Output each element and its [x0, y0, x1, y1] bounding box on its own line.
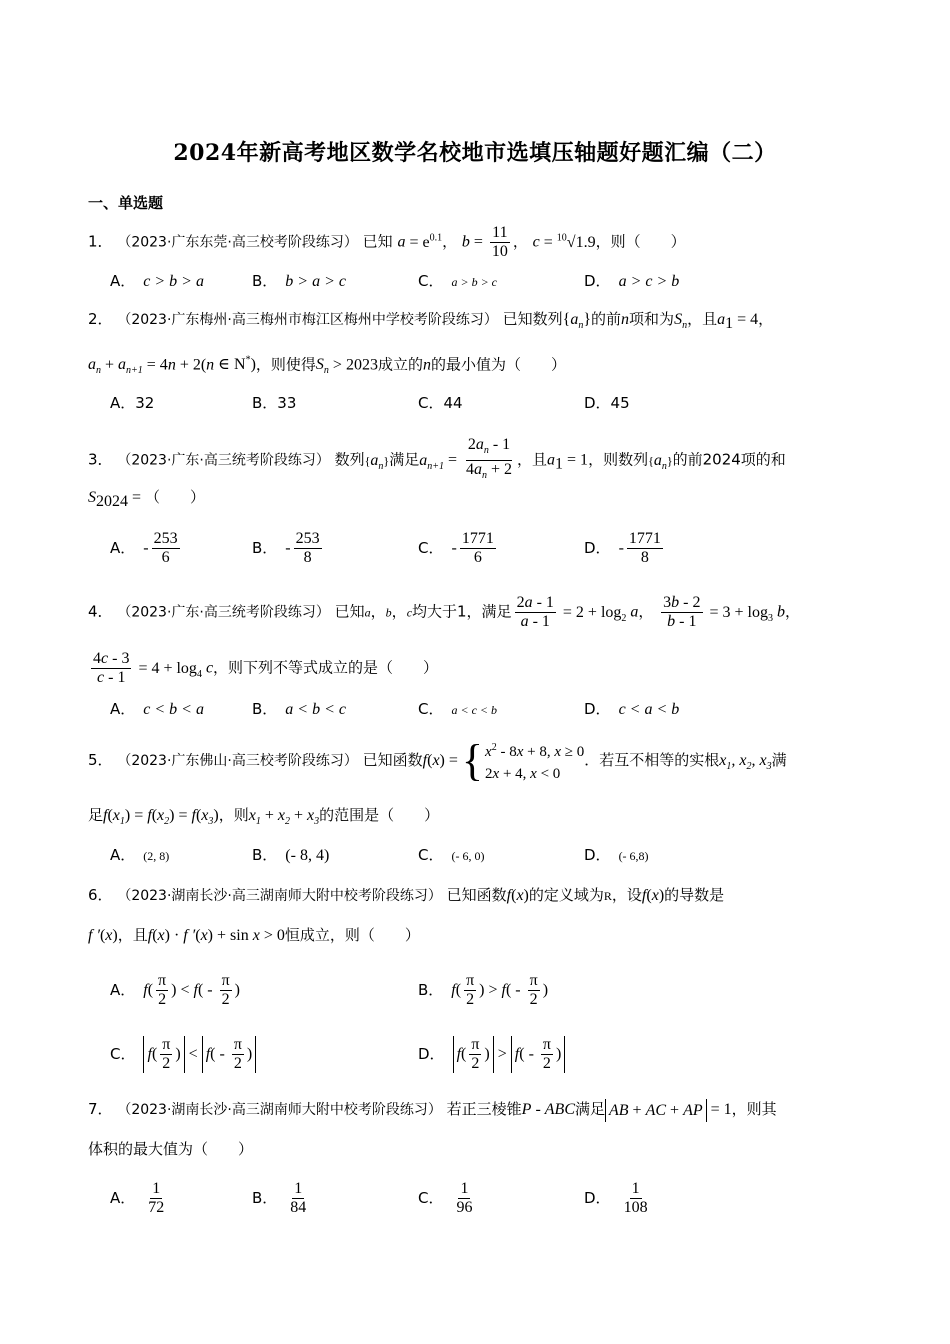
page-title: 2024年新高考地区数学名校地市选填压轴题好题汇编（二）	[173, 140, 777, 166]
option-c: C． f( $\frac{\pi}{2}$ ) < f( - $\frac{\pi}{2}$ )	[110, 1036, 256, 1073]
question-source: （2023·广东梅州·高三梅州市梅江区梅州中学校考阶段练习）	[117, 312, 498, 328]
option-a: A． c < b < a	[110, 700, 204, 718]
question-6-cont: f ′(x)，且f(x) · f ′(x) + sin x > 0恒成立，则（ ）	[88, 926, 420, 944]
option-c: C． - $\frac{1771}{6}$	[418, 530, 494, 566]
option-d: D． a > c > b	[584, 272, 680, 290]
question-2-cont: $a_n + a_{n+1} = 4n + 2(n$ ∈ N*)，则使得$S_n > 2023$成立的n的最小值为（ ）	[88, 355, 566, 377]
option-d: D． $\frac{1}{108}$	[584, 1180, 648, 1216]
option-a: A． c > b > a	[110, 272, 204, 290]
option-d: D．45	[584, 394, 630, 412]
option-d: D． - $\frac{1771}{8}$	[584, 530, 661, 566]
question-source: （2023·湖南长沙·高三湖南师大附中校考阶段练习）	[117, 888, 442, 904]
question-4-cont: $\frac{4c - 3}{c - 1}$ = $4 + \log_4 c$，则下列不等式成立的是（ ）	[93, 650, 439, 686]
option-b: B．33	[252, 394, 297, 412]
question-3-cont: $S_{2024}$ = （ ）	[88, 488, 206, 510]
option-c: C． (- 6, 0)	[418, 846, 485, 864]
question-source: （2023·广东东莞·高三校考阶段练习）	[117, 234, 358, 251]
option-a: A． (2, 8)	[110, 846, 170, 864]
option-b: B． f( $\frac{\pi}{2}$ ) > f( - $\frac{\pi}{2}$ )	[418, 972, 549, 1008]
option-d: D． (- 6,8)	[584, 846, 649, 864]
option-b: B． (- 8, 4)	[252, 846, 330, 864]
question-source: （2023·广东佛山·高三校考阶段练习）	[117, 753, 358, 769]
question-5: 5． （2023·广东佛山·高三校考阶段练习） 已知函数f(x) = { $x^2 - 8x + 8$, x ≥ 0 2x + 4, x < 0 ．若互不相等的实根$x_1$, $x_2$, $x_3$满	[88, 736, 787, 785]
question-source: （2023·广东·高三统考阶段练习）	[117, 452, 330, 469]
option-a: A． f( $\frac{\pi}{2}$ ) < f( - $\frac{\pi}{2}$ )	[110, 972, 240, 1008]
option-c: C． a < c < b	[418, 700, 498, 718]
question-5-cont: 足$f(x_1) = f(x_2) = f(x_3)$，则$x_1 + x_2 + x_3$的范围是（ ）	[88, 806, 440, 828]
option-d: D． c < a < b	[584, 700, 680, 718]
math-formula: a	[397, 233, 406, 251]
option-b: B． b > a > c	[252, 272, 346, 290]
question-source: （2023·广东·高三统考阶段练习）	[117, 604, 330, 621]
option-a: A．32	[110, 394, 155, 412]
question-6: 6． （2023·湖南长沙·高三湖南师大附中校考阶段练习） 已知函数f(x)的定义域为R，设f(x)的导数是	[88, 886, 725, 904]
question-2: 2． （2023·广东梅州·高三梅州市梅江区梅州中学校考阶段练习） 已知数列$\{a_n\}$的前n项和为$S_n$，且$a_1 = 4$，	[88, 310, 774, 332]
question-7-cont: 体积的最大值为（ ）	[88, 1140, 254, 1158]
math-formula: b	[461, 233, 470, 251]
option-d: D． f( $\frac{\pi}{2}$ ) > f( - $\frac{\pi}{2}$ )	[418, 1036, 565, 1073]
question-1: 1． （2023·广东东莞·高三校考阶段练习） 已知 $a = e^{0.1}$， b = $\frac{11}{10}$ ， c = $^{10}$√1.9，则（ ）	[88, 224, 686, 260]
option-c: C．44	[418, 394, 463, 412]
question-source: （2023·湖南长沙·高三湖南师大附中校考阶段练习）	[117, 1102, 442, 1118]
question-4: 4． （2023·广东·高三统考阶段练习） 已知a，b，c均大于1，满足 $\frac{2a - 1}{a - 1}$ = $2 + \log_2 a$， $\frac{3b - 2}{b - 1}$ = $3 + \log_3 b$，	[88, 594, 801, 630]
option-c: C． a > b > c	[418, 272, 498, 290]
option-b: B． $\frac{1}{84}$	[252, 1180, 307, 1216]
section-heading: 一、单选题	[88, 194, 164, 212]
option-a: A． - $\frac{253}{6}$	[110, 530, 178, 566]
option-a: A． $\frac{1}{72}$	[110, 1180, 165, 1216]
option-b: B． - $\frac{253}{8}$	[252, 530, 320, 566]
question-3: 3． （2023·广东·高三统考阶段练习） 数列$\{a_n\}$满足$a_{n+1}$ = $\frac{2a_n - 1}{4a_n + 2}$ ，且$a_1 = 1$，则数列$\{a_n\}$的前2024项的和	[88, 436, 786, 482]
question-7: 7． （2023·湖南长沙·高三湖南师大附中校考阶段练习） 若正三棱锥P - ABC满足 AB + AC + AP = 1，则其	[88, 1098, 777, 1122]
math-formula: c	[532, 233, 540, 251]
option-c: C． $\frac{1}{96}$	[418, 1180, 473, 1216]
option-b: B． a < b < c	[252, 700, 346, 718]
